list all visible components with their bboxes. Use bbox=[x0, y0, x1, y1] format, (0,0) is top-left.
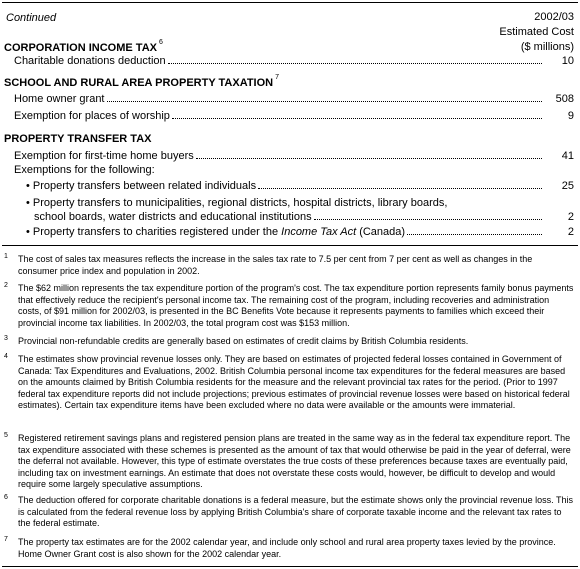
row-related-individuals bbox=[26, 180, 574, 192]
footnote-number: 3 bbox=[4, 335, 8, 342]
row-charities bbox=[26, 226, 574, 238]
section-title-corporation-income-tax bbox=[4, 39, 163, 54]
exemptions-label: Exemptions for the following: bbox=[14, 164, 155, 176]
footnote-text: The $62 million represents the tax expenditure portion of the program's cost. The tax expenditure portion represents family bonus payments that effectively reduce the recipient's personal income tax. The remaining cost of the program, including recoveries and administration costs, of $91 million for 2002/03, is presented in the BC Benefits Vote because it represents payments to families which exceed their provincial income tax liabilities. In 2002/03, the total program cost was $153 million. bbox=[18, 283, 574, 328]
footnote-number: 2 bbox=[4, 282, 8, 289]
footnote-text: The deduction offered for corporate charitable donations is a federal measure, but the estimate shows only the provincial revenue loss. This is calculated from the federal revenue loss by applying British Columbia's share of corporate taxable income and the relevant tax rates to the federal estimate. bbox=[18, 495, 573, 528]
section-title-property-transfer-tax: PROPERTY TRANSFER TAX bbox=[4, 133, 152, 145]
dot-leader bbox=[196, 158, 542, 159]
footnote-number: 6 bbox=[4, 494, 8, 501]
top-rule bbox=[2, 2, 578, 3]
footnote-text: Provincial non-refundable credits are generally based on estimates of credit claims by British Columbia residents. bbox=[18, 336, 469, 346]
footnote-2 bbox=[4, 283, 574, 329]
dot-leader bbox=[168, 63, 542, 64]
municipal-line-1: • Property transfers to municipalities, regional districts, hospital districts, library boards, bbox=[26, 197, 448, 209]
row-label: school boards, water districts and educational institutions bbox=[34, 211, 312, 223]
row-home-owner-grant bbox=[14, 93, 574, 105]
row-places-of-worship bbox=[14, 110, 574, 122]
continued-label: Continued bbox=[6, 12, 57, 24]
charities-text-act: Income Tax Act bbox=[281, 226, 357, 238]
section-separator bbox=[2, 245, 578, 246]
footnote-text: The cost of sales tax measures reflects the increase in the sales tax rate to 7.5 per cent from 7 per cent as well as changes in the consumer price index and population in 2002. bbox=[18, 254, 533, 276]
column-header-cost: Estimated Cost bbox=[499, 26, 574, 38]
footnote-ref: 7 bbox=[275, 74, 280, 81]
row-value: 2 bbox=[567, 226, 574, 238]
dot-leader bbox=[172, 118, 542, 119]
dot-leader bbox=[107, 101, 543, 102]
row-first-time-buyers bbox=[14, 150, 574, 162]
footnote-ref: 6 bbox=[158, 39, 163, 46]
row-value: 2 bbox=[567, 211, 574, 223]
charities-text-pre: • Property transfers to charities registered under the bbox=[26, 226, 282, 238]
footnote-number: 7 bbox=[4, 536, 8, 543]
row-charitable-donations bbox=[14, 55, 574, 67]
footnote-text: The property tax estimates are for the 2002 calendar year, and include only school and rural area property taxes levied by the province. Home Owner Grant cost is also shown for the 2002 calendar year. bbox=[18, 537, 556, 559]
row-label: • Property transfers between related individuals bbox=[26, 180, 257, 192]
row-value: 9 bbox=[567, 110, 574, 122]
row-label: Exemption for first-time home buyers bbox=[14, 150, 194, 162]
footnote-6 bbox=[4, 495, 574, 530]
footnote-text: Registered retirement savings plans and registered pension plans are treated in the same way as in the federal tax expenditure report. The tax expenditure associated with these schemes is presented as the amount of tax that would otherwise be paid in the year of deferral, were the deferral not available. However, this type of estimate overstates the true costs of these preferences because taxes are eventually paid, including tax on investment earnings. An estimate that does not overstate these costs would, however, be difficult to develop and would require some largely speculative assumptions. bbox=[18, 433, 571, 489]
footnote-3 bbox=[4, 336, 574, 348]
row-label: Home owner grant bbox=[14, 93, 105, 105]
footnote-text: The estimates show provincial revenue losses only. They are based on estimates of projected federal losses contained in Government of Canada: Tax Expenditures and Evaluations, 2002. British Columbia personal income tax expenditures for the federal measures are based on the amounts claimed by British Columbia residents for the measure and the relevant provincial tax rates for the period. (Prior to 1997 federal tax expenditure reports did not include projections; previous estimates of provincial revenue losses were based on historical federal estimates). Certain tax expenditure items have been excluded where no data were available or the amounts were immaterial. bbox=[18, 354, 570, 410]
row-value: 41 bbox=[561, 150, 574, 162]
bottom-rule bbox=[2, 566, 578, 567]
footnote-7 bbox=[4, 537, 574, 560]
row-value: 508 bbox=[555, 93, 574, 105]
row-label: Charitable donations deduction bbox=[14, 55, 166, 67]
charities-text-post: (Canada) bbox=[356, 226, 406, 238]
dot-leader bbox=[314, 219, 542, 220]
row-municipal-transfers bbox=[34, 211, 574, 223]
dot-leader bbox=[258, 188, 542, 189]
footnote-4 bbox=[4, 354, 574, 412]
footnote-number: 4 bbox=[4, 353, 8, 360]
footnote-number: 1 bbox=[4, 253, 8, 260]
dot-leader bbox=[407, 234, 542, 235]
column-header-units: ($ millions) bbox=[520, 41, 574, 53]
row-value: 10 bbox=[561, 55, 574, 67]
section-title-text: CORPORATION INCOME TAX bbox=[4, 42, 157, 54]
column-header-year: 2002/03 bbox=[534, 11, 574, 23]
section-title-school-rural-property bbox=[4, 74, 280, 89]
row-label bbox=[26, 226, 405, 238]
row-value: 25 bbox=[561, 180, 574, 192]
footnote-number: 5 bbox=[4, 432, 8, 439]
footnote-5 bbox=[4, 433, 574, 491]
row-label: Exemption for places of worship bbox=[14, 110, 170, 122]
footnote-1 bbox=[4, 254, 574, 277]
section-title-text: SCHOOL AND RURAL AREA PROPERTY TAXATION bbox=[4, 77, 274, 89]
